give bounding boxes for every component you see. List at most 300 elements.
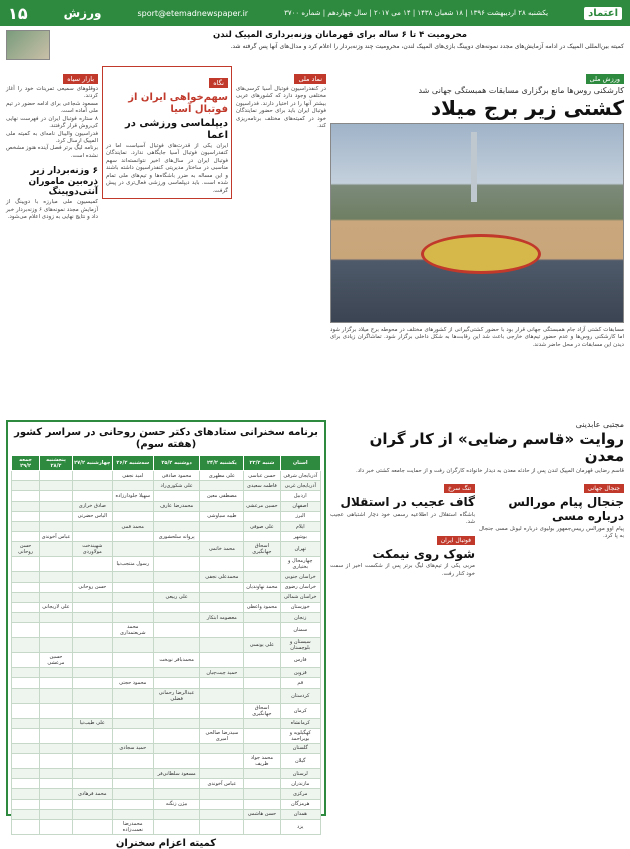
table-cell (153, 703, 200, 718)
table-cell (112, 592, 153, 602)
lower-body-2: پیام اوو مورالس رییس‌جمهور بولیوی درباره لیونل مسی جنجال به پا کرد. (479, 525, 624, 539)
table-cell: محمدرضا نعمت‌زاده (112, 819, 153, 834)
table-row (12, 511, 321, 521)
main-story-title: کشتی زیر برج میلاد (430, 96, 624, 120)
column-header: چهارشنبه ۲۷/۲ (72, 456, 112, 471)
news-brief: ۸ ستاره فوتبال ایران در فهرست نهایی کی‌روش قرار گرفتند. (6, 115, 98, 130)
column-header: دوشنبه ۲۵/۲ (153, 456, 200, 471)
table-cell (40, 582, 73, 592)
table-body (12, 471, 321, 835)
table-cell (200, 592, 244, 602)
table-cell: یزد (280, 819, 321, 834)
left-column-headline: ۶ وزنه‌بردار زیر ذره‌بین ماموران آنتی‌دوپینگ (28, 166, 98, 197)
table-cell (40, 743, 73, 753)
table-cell: حسن هاشمی (244, 809, 280, 819)
table-cell: معصومه ابتکار (200, 613, 244, 623)
table-cell (200, 638, 244, 653)
table-cell (112, 668, 153, 678)
table-row (12, 572, 321, 582)
table-cell (12, 668, 40, 678)
news-brief: مسعود شجاعی برای ادامه حضور در تیم ملی آماده است. (6, 100, 98, 115)
table-cell: حمید سجادی (112, 743, 153, 753)
table-cell: سهیلا جلودارزاده (112, 491, 153, 501)
table-row (12, 613, 321, 623)
table-row (12, 799, 321, 809)
table-cell: زنجان (280, 613, 321, 623)
lower-title-3: گاف عجیب در استقلال (340, 494, 475, 509)
table-cell (153, 582, 200, 592)
table-row (12, 638, 321, 653)
table-cell: مصطفی معین (200, 491, 244, 501)
column-header: جمعه ۲۹/۲ (12, 456, 40, 471)
table-cell (72, 769, 112, 779)
section-email[interactable]: sport@etemadnewspaper.ir (137, 8, 249, 18)
table-cell: فارس (280, 653, 321, 668)
schedule-footer: کمیته اعزام سخنران (115, 837, 217, 849)
table-cell (12, 789, 40, 799)
table-cell (153, 572, 200, 582)
table-cell (244, 819, 280, 834)
schedule-table-box (6, 420, 326, 849)
table-cell (244, 653, 280, 668)
table-row (12, 718, 321, 728)
table-cell (40, 799, 73, 809)
table-cell (244, 668, 280, 678)
table-row (12, 668, 321, 678)
table-cell: علی مطهری (200, 471, 244, 481)
table-row (12, 542, 321, 557)
page-number: ۱۵ (8, 3, 28, 23)
table-cell: محمد قمی (112, 521, 153, 531)
table-cell (72, 572, 112, 582)
table-cell (40, 668, 73, 678)
table-cell: کرمان (280, 703, 321, 718)
table-cell: عباس آخوندی (40, 532, 73, 542)
table-cell (40, 511, 73, 521)
table-cell (40, 521, 73, 531)
table-cell (200, 743, 244, 753)
table-cell (12, 754, 40, 769)
table-cell (12, 678, 40, 688)
table-cell (244, 623, 280, 638)
table-cell (200, 799, 244, 809)
table-cell: طیبه سیاوشی (200, 511, 244, 521)
table-cell: کهگیلویه و بویراحمد (280, 728, 321, 743)
table-cell (244, 769, 280, 779)
newspaper-logo: اعتماد (584, 7, 622, 20)
table-cell (72, 728, 112, 743)
column-header: پنجشنبه ۲۸/۲ (40, 456, 73, 471)
table-cell: همدان (280, 809, 321, 819)
table-cell: محمد فرهادی (72, 789, 112, 799)
table-cell: عبدالرضا رحمانی فضلی (153, 688, 200, 703)
table-cell (72, 491, 112, 501)
table-cell: محمد جواد ظریف (244, 754, 280, 769)
table-row (12, 769, 321, 779)
top-story-photo (6, 30, 50, 60)
table-cell (112, 809, 153, 819)
main-story-body: مسابقات کشتی آزاد جام همبستگی جهانی قرار بود با حضور کشتی‌گیرانی از کشورهای مختلف در محوطه برج میلاد برگزار شود اما کارشکنی روس‌ها و عدم حضور تیم‌های خارجی باعث شد این رقابت‌ها به شکل داخلی برگزار شود. تماشاگران زیادی برای دیدن این مسابقات در محل حاضر شدند. (330, 327, 624, 348)
table-cell (40, 491, 73, 501)
table-cell (12, 819, 40, 834)
table-cell (112, 779, 153, 789)
table-row (12, 688, 321, 703)
table-cell (40, 769, 73, 779)
table-cell (153, 789, 200, 799)
table-cell: خراسان شمالی (280, 592, 321, 602)
table-cell: پروانه سلحشوری (153, 532, 200, 542)
table-cell (200, 754, 244, 769)
table-cell (153, 678, 200, 688)
table-cell (12, 779, 40, 789)
table-cell (72, 668, 112, 678)
table-cell (244, 799, 280, 809)
lower-tag-4: فوتبال ایران (437, 536, 475, 545)
lower-kicker: مجتبی عابدینی (575, 420, 624, 429)
table-cell (112, 602, 153, 612)
table-cell (153, 638, 200, 653)
table-row (12, 491, 321, 501)
table-cell: اردبیل (280, 491, 321, 501)
table-cell (72, 779, 112, 789)
table-cell (40, 542, 73, 557)
lower-title-4: شوک روی نیمکت (372, 546, 475, 561)
table-cell (112, 718, 153, 728)
table-cell: کرمانشاه (280, 718, 321, 728)
table-cell (40, 592, 73, 602)
table-cell: علی طیب‌نیا (72, 718, 112, 728)
table-cell: سیستان و بلوچستان (280, 638, 321, 653)
table-cell (153, 542, 200, 557)
table-cell (72, 638, 112, 653)
table-cell (112, 572, 153, 582)
table-cell (12, 481, 40, 491)
table-cell (12, 769, 40, 779)
opinion-body: ایران یکی از قدرت‌های فوتبال آسیاست اما در کنفدراسیون فوتبال آسیا جایگاهی ندارد. نمایندگان فوتبال ایران در سال‌های اخیر نتوانسته‌اند سهم مناسبی در ساختار مدیریتی کنفدراسیون داشته باشند و این مساله به ضرر باشگاه‌ها و تیم‌های ملی تمام شده است. باید دیپلماسی ورزشی فعال‌تری در پیش گرفت. (106, 143, 228, 194)
table-cell: قم (280, 678, 321, 688)
table-cell (200, 703, 244, 718)
table-cell (40, 678, 73, 688)
table-cell (12, 688, 40, 703)
lower-tag-2: جنجال جهانی (584, 484, 624, 493)
table-row (12, 743, 321, 753)
table-cell (72, 613, 112, 623)
table-cell (40, 572, 73, 582)
table-cell: حسن عباسی (244, 471, 280, 481)
table-cell (12, 501, 40, 511)
table-cell (244, 592, 280, 602)
table-cell: محمد شریعتمداری (112, 623, 153, 638)
table-cell (244, 728, 280, 743)
table-cell (12, 799, 40, 809)
table-cell (12, 703, 40, 718)
table-row (12, 602, 321, 612)
table-cell (112, 532, 153, 542)
table-cell (200, 501, 244, 511)
table-row (12, 623, 321, 638)
table-cell: امید نجفی (112, 471, 153, 481)
table-cell: مازندران (280, 779, 321, 789)
table-row (12, 521, 321, 531)
table-cell (153, 728, 200, 743)
top-story-body: کمیته بین‌المللی المپیک در ادامه آزمایش‌های مجدد نمونه‌های دوپینگ بازی‌های المپیک لندن، محرومیت چند وزنه‌بردار را اعلام کرد و مدال‌های آنها پس گرفته شد. (230, 42, 624, 50)
table-cell: خراسان جنوبی (280, 572, 321, 582)
table-cell: چهارمحال و بختیاری (280, 557, 321, 572)
table-cell: هرمزگان (280, 799, 321, 809)
table-cell (244, 779, 280, 789)
table-cell (153, 718, 200, 728)
table-cell: مسعود سلطانی‌فر (153, 769, 200, 779)
table-row (12, 582, 321, 592)
table-cell: مرکزی (280, 789, 321, 799)
table-cell (72, 653, 112, 668)
table-cell (72, 623, 112, 638)
table-cell (12, 638, 40, 653)
table-cell (112, 542, 153, 557)
table-cell: علی لاریجانی (40, 602, 73, 612)
table-cell: ایلام (280, 521, 321, 531)
table-cell (244, 789, 280, 799)
table-cell (72, 521, 112, 531)
table-cell (40, 779, 73, 789)
table-cell (40, 481, 73, 491)
table-cell: محمدباقر نوبخت (153, 653, 200, 668)
table-cell (112, 613, 153, 623)
table-row (12, 653, 321, 668)
main-story (330, 66, 624, 349)
column-header: استان (280, 456, 321, 471)
table-cell (112, 703, 153, 718)
table-cell (244, 613, 280, 623)
table-cell (153, 668, 200, 678)
table-cell: گیلان (280, 754, 321, 769)
table-cell (200, 688, 244, 703)
table-row (12, 809, 321, 819)
table-cell: حسین مرعشی (40, 653, 73, 668)
table-cell (72, 532, 112, 542)
table-cell: سمنان (280, 623, 321, 638)
table-cell (244, 688, 280, 703)
table-cell (244, 678, 280, 688)
table-cell: رسول منتجب‌نیا (112, 557, 153, 572)
table-cell: سیدرضا صالحی امیری (200, 728, 244, 743)
table-cell (72, 592, 112, 602)
table-cell (12, 623, 40, 638)
table-cell (40, 623, 73, 638)
table-cell (112, 688, 153, 703)
table-cell: کردستان (280, 688, 321, 703)
table-cell (72, 819, 112, 834)
table-cell: علی ربیعی (153, 592, 200, 602)
table-cell (12, 582, 40, 592)
top-story-title: محرومیت ۴ تا ۶ ساله برای قهرمانان وزنه‌برداری المپیک لندن (212, 30, 467, 40)
table-cell (200, 532, 244, 542)
table-row (12, 557, 321, 572)
side-column (236, 66, 326, 131)
news-brief: برنامه لیگ برتر فصل آینده هنوز مشخص نشده است. (6, 145, 98, 159)
table-cell (244, 572, 280, 582)
schedule-table (11, 455, 321, 835)
table-cell: عباس آخوندی (200, 779, 244, 789)
main-story-tag: ورزش ملی (586, 74, 624, 84)
table-cell (200, 623, 244, 638)
lower-right-news (330, 420, 624, 578)
dateline: یکشنبه ۲۸ اردیبهشت ۱۳۹۶ | ۱۸ شعبان ۱۴۳۸ | ۱۴ می ۲۰۱۷ | سال چهاردهم | شماره ۳۷۰۰ (284, 9, 549, 17)
table-cell (112, 501, 153, 511)
table-cell (40, 809, 73, 819)
table-cell (112, 728, 153, 743)
table-cell (12, 471, 40, 481)
table-cell (12, 521, 40, 531)
main-story-kicker: کارشکنی روس‌ها مانع برگزاری مسابقات همبستگی جهانی شد (418, 86, 624, 95)
table-cell (244, 491, 280, 501)
table-cell (112, 511, 153, 521)
table-cell (72, 703, 112, 718)
opinion-tag: نگاه (209, 78, 228, 88)
table-cell: اسحاق جهانگیری (244, 703, 280, 718)
table-cell (72, 809, 112, 819)
column-header: سه‌شنبه ۲۶/۲ (112, 456, 153, 471)
table-cell: بوشهر (280, 532, 321, 542)
table-cell: اصفهان (280, 501, 321, 511)
opinion-title: دیپلماسی ورزشی در اعما (125, 118, 228, 141)
table-cell: علی شکوری‌راد (153, 481, 200, 491)
table-cell (200, 678, 244, 688)
table-cell: خوزستان (280, 602, 321, 612)
table-row (12, 532, 321, 542)
table-row (12, 779, 321, 789)
column-header: یکشنبه ۲۴/۲ (200, 456, 244, 471)
table-cell (40, 501, 73, 511)
opinion-kicker: سهم‌خواهی ایران از فوتبال آسیا (128, 92, 228, 115)
table-cell (12, 809, 40, 819)
table-cell (40, 819, 73, 834)
wrestling-photo (330, 123, 624, 323)
top-story (6, 30, 624, 62)
table-cell (72, 688, 112, 703)
table-cell (12, 572, 40, 582)
tower-shape (471, 132, 477, 202)
table-cell: محمود حجتی (112, 678, 153, 688)
table-cell (153, 557, 200, 572)
table-cell (72, 799, 112, 809)
table-row (12, 819, 321, 834)
left-column-tag: بازار سیاه (63, 74, 98, 84)
table-cell (200, 809, 244, 819)
table-cell: آذربایجان شرقی (280, 471, 321, 481)
table-row (12, 678, 321, 688)
table-cell (72, 557, 112, 572)
column-header: شنبه ۲۳/۲ (244, 456, 280, 471)
table-cell (12, 532, 40, 542)
table-cell (72, 678, 112, 688)
table-cell: علی یونسی (244, 638, 280, 653)
table-cell (12, 557, 40, 572)
lower-body-1: قاسم رضایی قهرمان المپیک لندن پس از حادثه معدن به دیدار خانواده کارگران رفت و از حمایت جامعه کشتی خبر داد. (355, 467, 624, 474)
table-cell (40, 703, 73, 718)
table-cell (244, 557, 280, 572)
lower-tag-3: تنگ سرخ (444, 484, 475, 493)
table-cell: فاطمه سعیدی (244, 481, 280, 491)
table-cell (153, 754, 200, 769)
table-cell: محمد نهاوندیان (244, 582, 280, 592)
left-column-body: کمیسیون ملی مبارزه با دوپینگ از آزمایش مجدد نمونه‌های ۶ وزنه‌بردار خبر داد و نتایج نهایی به زودی اعلام می‌شود. (6, 199, 98, 221)
news-brief: دوقلوهای سمیعی تمرینات خود را آغاز کردند. (6, 86, 98, 100)
table-row (12, 471, 321, 481)
table-cell (12, 511, 40, 521)
table-cell: آذربایجان غربی (280, 481, 321, 491)
table-cell: اسحاق جهانگیری (244, 542, 280, 557)
table-cell (244, 718, 280, 728)
table-cell (153, 819, 200, 834)
table-cell (12, 592, 40, 602)
opinion-column (102, 66, 232, 199)
table-cell (153, 491, 200, 501)
table-cell (72, 471, 112, 481)
table-cell (112, 769, 153, 779)
table-cell (112, 799, 153, 809)
table-cell: محمدعلی نجفی (200, 572, 244, 582)
table-row (12, 501, 321, 511)
table-cell: حسن روحانی (72, 582, 112, 592)
table-cell (153, 602, 200, 612)
table-cell (112, 653, 153, 668)
table-cell (200, 481, 244, 491)
table-cell (40, 471, 73, 481)
schedule-title: برنامه سخنرانی ستادهای دکتر حسن روحانی در سراسر کشور (هفته سوم) (14, 427, 318, 450)
table-cell (40, 789, 73, 799)
table-cell: حمید چیت‌چیان (200, 668, 244, 678)
table-cell (72, 481, 112, 491)
wrestling-mat-shape (421, 234, 541, 274)
table-cell (40, 754, 73, 769)
table-cell (40, 638, 73, 653)
section-title: ورزش (63, 6, 102, 20)
table-cell: تهران (280, 542, 321, 557)
table-cell (153, 521, 200, 531)
news-brief: فدراسیون والیبال نامه‌ای به کمیته ملی المپیک ارسال کرد. (6, 130, 98, 144)
masthead-bar (0, 0, 630, 26)
table-cell (200, 557, 244, 572)
table-cell: گلستان (280, 743, 321, 753)
table-cell (72, 602, 112, 612)
table-cell: قزوین (280, 668, 321, 678)
table-cell (153, 623, 200, 638)
table-cell: البرز (280, 511, 321, 521)
table-cell: علی صوفی (244, 521, 280, 531)
table-cell (200, 582, 244, 592)
left-column (6, 66, 98, 222)
table-cell (200, 521, 244, 531)
table-cell: خراسان رضوی (280, 582, 321, 592)
table-cell: الیاس حضرتی (72, 511, 112, 521)
table-cell (153, 613, 200, 623)
side-column-body: در کنفدراسیون فوتبال آسیا کرسی‌های مختلفی وجود دارد که کشورهای عربی بیشتر آنها را در اختیار دارند. فدراسیون فوتبال ایران باید برای حضور نمایندگان خود در کمیته‌های مختلف برنامه‌ریزی کند. (236, 86, 326, 130)
table-cell (12, 491, 40, 501)
table-cell (244, 511, 280, 521)
table-row (12, 703, 321, 718)
table-cell: محمود واعظی (244, 602, 280, 612)
lower-title-2: جنجال پیام مورالس درباره مسی (508, 494, 624, 523)
table-cell: محمود صادقی (153, 471, 200, 481)
table-row (12, 592, 321, 602)
lower-body-4: مربی یکی از تیم‌های لیگ برتر پس از شکست اخیر از سمت خود کنار رفت. (330, 563, 475, 577)
table-cell (153, 779, 200, 789)
table-cell: بیژن زنگنه (153, 799, 200, 809)
table-cell: شهیندخت مولاوردی (72, 542, 112, 557)
table-cell (244, 532, 280, 542)
table-cell (112, 638, 153, 653)
